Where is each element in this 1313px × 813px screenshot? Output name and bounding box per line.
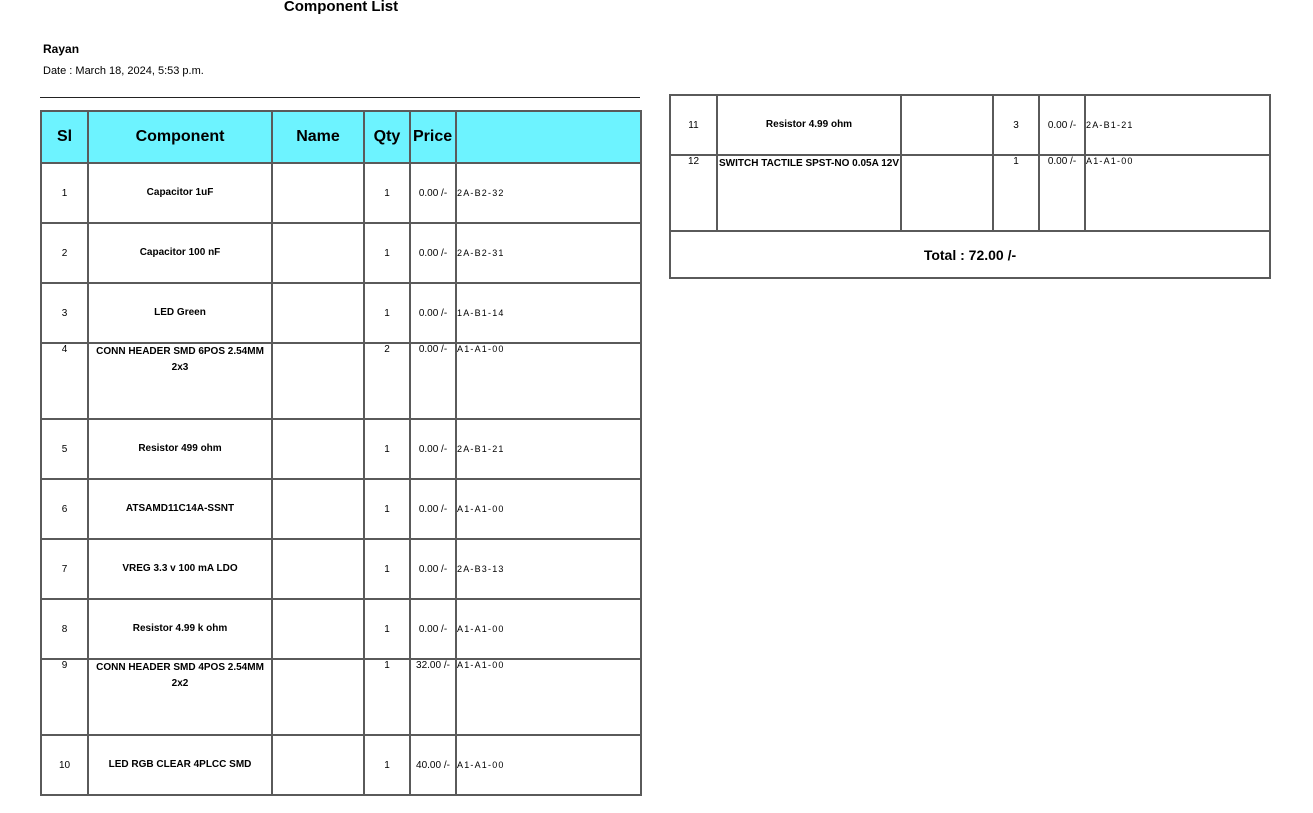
date-label: Date : March 18, 2024, 5:53 p.m. bbox=[43, 65, 204, 77]
table-row bbox=[670, 155, 1270, 231]
total-row bbox=[670, 231, 1270, 278]
table-row bbox=[41, 539, 641, 599]
row-location: A1-A1-00 bbox=[456, 735, 641, 795]
row-name bbox=[272, 283, 364, 343]
row-component: Resistor 4.99 ohm bbox=[717, 95, 901, 155]
row-component: SWITCH TACTILE SPST-NO 0.05A 12V bbox=[717, 155, 901, 231]
row-qty: 1 bbox=[993, 155, 1039, 231]
table-row bbox=[670, 95, 1270, 155]
row-component: LED RGB CLEAR 4PLCC SMD bbox=[88, 735, 272, 795]
row-location: 2A-B1-21 bbox=[456, 419, 641, 479]
col-header-qty: Qty bbox=[364, 111, 410, 163]
row-sl: 1 bbox=[41, 163, 88, 223]
row-sl: 11 bbox=[670, 95, 717, 155]
row-component: CONN HEADER SMD 6POS 2.54MM 2x3 bbox=[88, 343, 272, 419]
row-sl: 2 bbox=[41, 223, 88, 283]
user-name: Rayan bbox=[43, 42, 80, 56]
row-name bbox=[272, 343, 364, 419]
col-header-name: Name bbox=[272, 111, 364, 163]
row-location: 2A-B2-31 bbox=[456, 223, 641, 283]
row-location: A1-A1-00 bbox=[456, 659, 641, 735]
row-name bbox=[272, 479, 364, 539]
row-price: 0.00 /- bbox=[410, 283, 456, 343]
table-row bbox=[41, 419, 641, 479]
row-location: 2A-B1-21 bbox=[1085, 95, 1270, 155]
row-price: 40.00 /- bbox=[410, 735, 456, 795]
row-location: 2A-B3-13 bbox=[456, 539, 641, 599]
row-price: 32.00 /- bbox=[410, 659, 456, 735]
row-sl: 5 bbox=[41, 419, 88, 479]
row-qty: 1 bbox=[364, 659, 410, 735]
row-name bbox=[272, 659, 364, 735]
row-sl: 3 bbox=[41, 283, 88, 343]
row-qty: 1 bbox=[364, 735, 410, 795]
row-price: 0.00 /- bbox=[1039, 155, 1085, 231]
row-price: 0.00 /- bbox=[410, 343, 456, 419]
table-row bbox=[41, 735, 641, 795]
row-location: A1-A1-00 bbox=[456, 479, 641, 539]
row-qty: 1 bbox=[364, 539, 410, 599]
page-title: Component List bbox=[283, 0, 399, 15]
table-row bbox=[41, 599, 641, 659]
row-qty: 3 bbox=[993, 95, 1039, 155]
row-name bbox=[272, 599, 364, 659]
row-price: 0.00 /- bbox=[410, 223, 456, 283]
row-sl: 6 bbox=[41, 479, 88, 539]
col-header-location bbox=[456, 111, 641, 163]
row-location: A1-A1-00 bbox=[456, 343, 641, 419]
row-price: 0.00 /- bbox=[410, 479, 456, 539]
row-name bbox=[272, 223, 364, 283]
row-name bbox=[272, 539, 364, 599]
table-header-row bbox=[41, 111, 641, 163]
row-qty: 1 bbox=[364, 283, 410, 343]
row-qty: 1 bbox=[364, 419, 410, 479]
row-qty: 1 bbox=[364, 599, 410, 659]
row-sl: 12 bbox=[670, 155, 717, 231]
row-price: 0.00 /- bbox=[410, 163, 456, 223]
row-qty: 2 bbox=[364, 343, 410, 419]
row-qty: 1 bbox=[364, 479, 410, 539]
row-price: 0.00 /- bbox=[1039, 95, 1085, 155]
row-name bbox=[272, 419, 364, 479]
total-amount: Total : 72.00 /- bbox=[670, 231, 1270, 278]
row-sl: 7 bbox=[41, 539, 88, 599]
row-qty: 1 bbox=[364, 163, 410, 223]
row-component: VREG 3.3 v 100 mA LDO bbox=[88, 539, 272, 599]
row-component: Capacitor 100 nF bbox=[88, 223, 272, 283]
row-name bbox=[901, 95, 993, 155]
row-location: 2A-B2-32 bbox=[456, 163, 641, 223]
row-price: 0.00 /- bbox=[410, 539, 456, 599]
table-row bbox=[41, 223, 641, 283]
row-name bbox=[272, 735, 364, 795]
row-component: ATSAMD11C14A-SSNT bbox=[88, 479, 272, 539]
row-location: A1-A1-00 bbox=[456, 599, 641, 659]
row-component: LED Green bbox=[88, 283, 272, 343]
row-location: 1A-B1-14 bbox=[456, 283, 641, 343]
col-header-component: Component bbox=[88, 111, 272, 163]
row-price: 0.00 /- bbox=[410, 419, 456, 479]
row-price: 0.00 /- bbox=[410, 599, 456, 659]
row-component: CONN HEADER SMD 4POS 2.54MM 2x2 bbox=[88, 659, 272, 735]
table-row bbox=[41, 163, 641, 223]
component-table bbox=[40, 110, 642, 796]
row-component: Resistor 499 ohm bbox=[88, 419, 272, 479]
row-name bbox=[272, 163, 364, 223]
row-sl: 10 bbox=[41, 735, 88, 795]
row-sl: 4 bbox=[41, 343, 88, 419]
row-sl: 8 bbox=[41, 599, 88, 659]
col-header-price: Price bbox=[410, 111, 456, 163]
table-row bbox=[41, 343, 641, 419]
row-location: A1-A1-00 bbox=[1085, 155, 1270, 231]
table-row bbox=[41, 283, 641, 343]
divider bbox=[40, 97, 640, 98]
row-qty: 1 bbox=[364, 223, 410, 283]
row-component: Capacitor 1uF bbox=[88, 163, 272, 223]
table-row bbox=[41, 659, 641, 735]
row-name bbox=[901, 155, 993, 231]
component-table-continued bbox=[669, 94, 1271, 279]
table-row bbox=[41, 479, 641, 539]
col-header-sl: Sl bbox=[41, 111, 88, 163]
row-sl: 9 bbox=[41, 659, 88, 735]
row-component: Resistor 4.99 k ohm bbox=[88, 599, 272, 659]
